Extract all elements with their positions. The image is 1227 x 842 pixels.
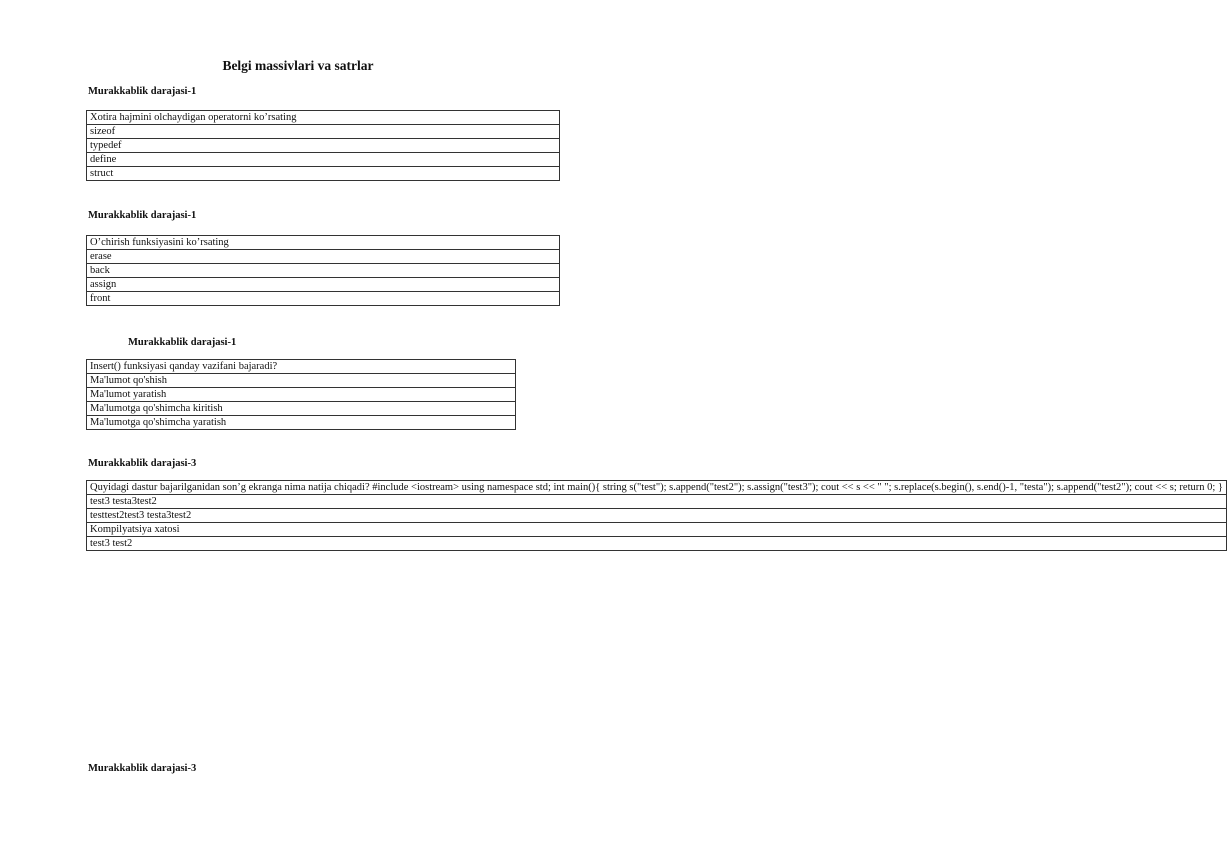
option-text: Kompilyatsiya xatosi: [87, 523, 1227, 537]
option-text: back: [87, 264, 560, 278]
option-text: Ma'lumotga qo'shimcha kiritish: [87, 402, 516, 416]
question-row: [87, 111, 560, 125]
option-text: assign: [87, 278, 560, 292]
question-text: Insert() funksiyasi qanday vazifani bajaradi?: [87, 360, 516, 374]
option-row: [87, 388, 516, 402]
question-row: [87, 360, 516, 374]
option-row: [87, 292, 560, 306]
option-text: testtest2test3 testa3test2: [87, 509, 1227, 523]
option-text: define: [87, 153, 560, 167]
option-text: sizeof: [87, 125, 560, 139]
question-text: O’chirish funksiyasini ko’rsating: [87, 236, 560, 250]
option-text: test3 test2: [87, 537, 1227, 551]
question-text: Xotira hajmini olchaydigan operatorni ko’rsating: [87, 111, 560, 125]
section-heading: Murakkablik darajasi-1: [88, 86, 197, 97]
option-row: [87, 495, 1227, 509]
section-heading: Murakkablik darajasi-1: [128, 337, 237, 348]
option-row: [87, 523, 1227, 537]
option-row: [87, 167, 560, 181]
option-row: [87, 374, 516, 388]
option-row: [87, 278, 560, 292]
option-row: [87, 250, 560, 264]
option-row: [87, 125, 560, 139]
option-row: [87, 139, 560, 153]
option-row: [87, 537, 1227, 551]
option-text: Ma'lumot yaratish: [87, 388, 516, 402]
option-row: [87, 153, 560, 167]
option-text: Ma'lumotga qo'shimcha yaratish: [87, 416, 516, 430]
option-row: [87, 264, 560, 278]
section-heading: Murakkablik darajasi-3: [88, 458, 197, 469]
question-table: [86, 110, 560, 181]
option-row: [87, 402, 516, 416]
option-text: Ma'lumot qo'shish: [87, 374, 516, 388]
option-text: typedef: [87, 139, 560, 153]
option-text: erase: [87, 250, 560, 264]
question-row: [87, 481, 1227, 495]
option-row: [87, 509, 1227, 523]
question-code: Quyidagi dastur bajarilganidan son’g ekranga nima natija chiqadi? #include <iostream> using namespace std; int main(){ string s("test"); s.append("test2"); s.assign("test3"); cout << s << " "; s.replace(s.begin(), s.end()-1, "testa"); s.append("test2"); cout << s; return 0; }: [87, 481, 1227, 495]
option-row: [87, 416, 516, 430]
page-title: Belgi massivlari va satrlar: [222, 58, 374, 73]
section-heading: Murakkablik darajasi-1: [88, 210, 197, 221]
option-text: front: [87, 292, 560, 306]
question-row: [87, 236, 560, 250]
option-text: test3 testa3test2: [87, 495, 1227, 509]
question-table: [86, 235, 560, 306]
section-heading: Murakkablik darajasi-3: [88, 763, 197, 774]
question-table: [86, 359, 516, 430]
option-text: struct: [87, 167, 560, 181]
question-table: [86, 480, 1227, 551]
